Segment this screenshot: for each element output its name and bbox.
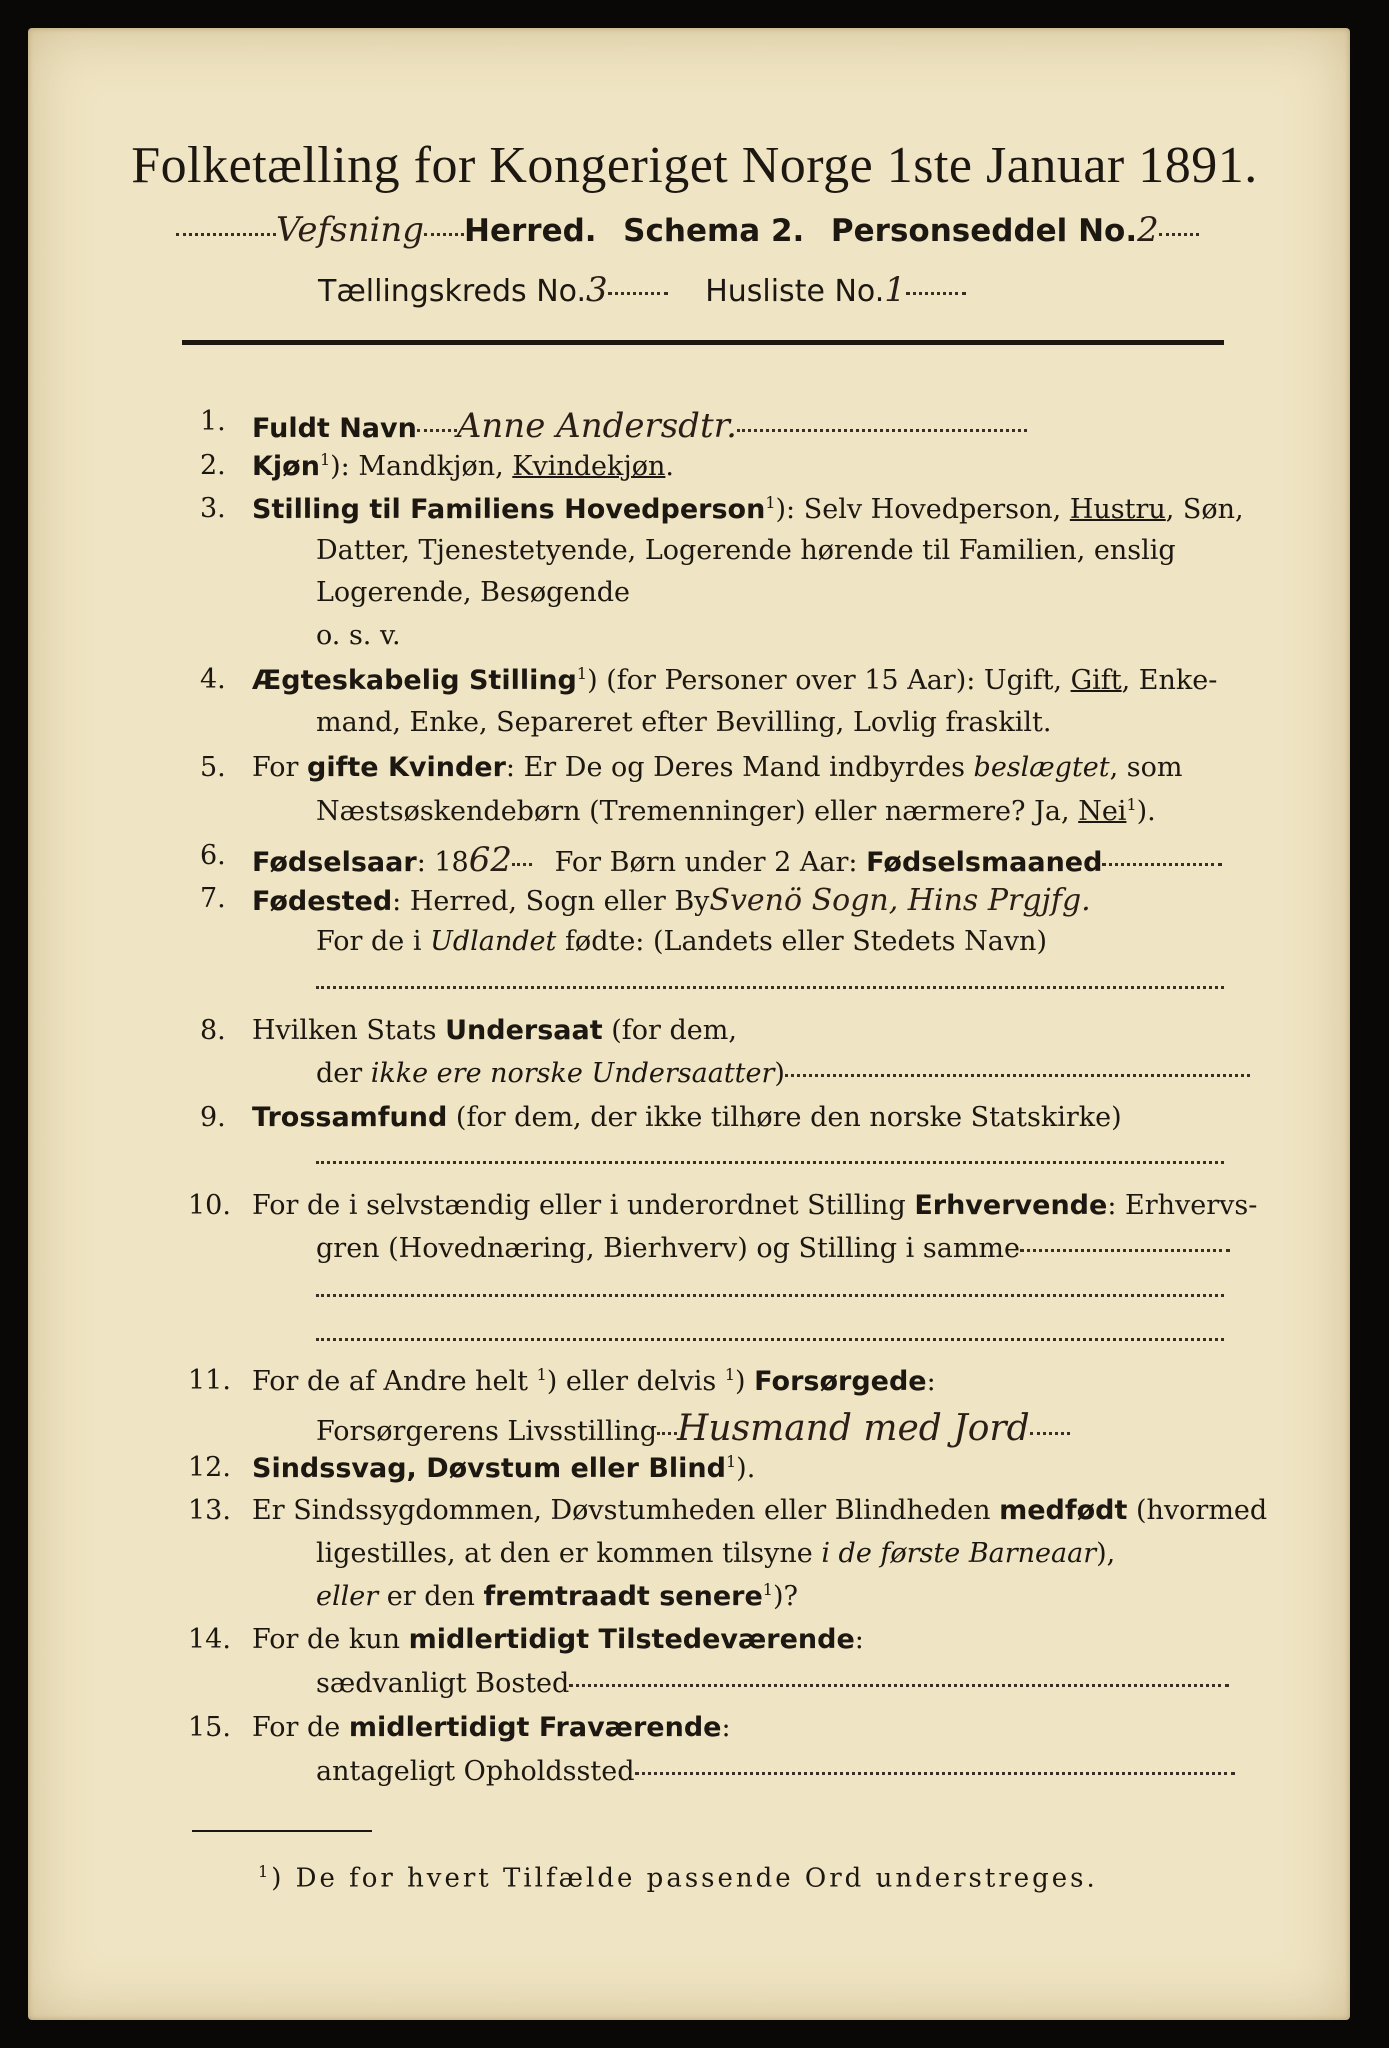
q2-line xyxy=(252,450,674,482)
q8-text-a: Hvilken Stats xyxy=(252,1015,446,1046)
q5-line1 xyxy=(252,752,1183,783)
q9-number: 9. xyxy=(200,1102,226,1133)
q3-text-b: , Søn, xyxy=(1165,494,1244,525)
q5-label: gifte Kvinder xyxy=(307,752,506,783)
q1-line xyxy=(252,406,1027,446)
q11-label: Forsørgede xyxy=(754,1366,927,1397)
q4-label: Ægteskabelig Stilling xyxy=(252,665,577,696)
q10-line2 xyxy=(316,1233,1230,1264)
q7-line1 xyxy=(252,883,1091,918)
q10-text-a: For de i selvstændig eller i underordnet Stilling xyxy=(252,1190,915,1221)
herred-value: Vefsning xyxy=(276,210,425,250)
q11-number: 11. xyxy=(188,1365,231,1396)
q7-number: 7. xyxy=(200,883,226,914)
q6-number: 6. xyxy=(200,840,226,871)
q12-number: 12. xyxy=(188,1452,231,1483)
q15-text-b: : xyxy=(721,1712,731,1743)
q6-label2: Fødselsmaaned xyxy=(866,847,1103,878)
q4-text-a: ) (for Personer over 15 Aar): Ugift, xyxy=(587,665,1071,696)
q8-number: 8. xyxy=(200,1015,226,1046)
q4-selected-option: Gift xyxy=(1070,665,1122,696)
q14-line1 xyxy=(252,1624,864,1655)
q5-italic: beslægtet xyxy=(973,752,1110,783)
q2-text-a: ): Mandkjøn, xyxy=(330,451,513,482)
q4-line2: mand, Enke, Separeret efter Bevilling, Lovlig fraskilt. xyxy=(316,707,1052,738)
q8-line1 xyxy=(252,1015,737,1046)
footnote xyxy=(258,1862,1098,1894)
q13-label2: fremtraadt senere xyxy=(483,1581,763,1612)
q4-line1 xyxy=(252,664,1217,696)
q9-line1 xyxy=(252,1102,1122,1133)
kreds-value: 3 xyxy=(586,270,608,310)
q3-footnote-mark: 1 xyxy=(765,493,776,512)
q1-value: Anne Andersdtr. xyxy=(456,406,737,446)
q1-number: 1. xyxy=(200,406,226,437)
q5-text-a: For xyxy=(252,752,308,783)
q11-line1 xyxy=(252,1365,936,1397)
q1-label: Fuldt Navn xyxy=(252,413,417,444)
q3-line2: Datter, Tjenestetyende, Logerende hørende til Familien, enslig xyxy=(316,535,1176,566)
q3-line1 xyxy=(252,493,1244,525)
q13-label: medfødt xyxy=(999,1495,1128,1526)
q14-line2-text: sædvanligt Bosted xyxy=(316,1668,570,1699)
header-kreds-line xyxy=(318,270,966,310)
q8-text-b: (for dem, xyxy=(602,1015,737,1046)
q10-line2-text: gren (Hovednæring, Bierhverv) og Stilling i samme xyxy=(316,1233,1021,1264)
q9-blank-line xyxy=(316,1145,1224,1176)
herred-label: Herred. xyxy=(464,213,597,249)
q13-line3c: )? xyxy=(772,1581,798,1612)
q5-line2a: Næstsøskendebørn (Tremenninger) eller nærmere? Ja, xyxy=(316,796,1079,827)
q2-text-b: . xyxy=(665,451,674,482)
q14-line2 xyxy=(316,1668,1229,1699)
q13-text-a: Er Sindssygdommen, Døvstumheden eller Blindheden xyxy=(252,1495,1000,1526)
q11-line2 xyxy=(316,1408,1070,1449)
q11-line2-text: Forsørgerens Livsstilling xyxy=(316,1416,658,1447)
q10-blank-line1 xyxy=(316,1278,1224,1309)
q7-blank-line xyxy=(316,970,1224,1001)
q13-footnote-mark: 1 xyxy=(762,1580,773,1599)
q3-selected-option: Hustru xyxy=(1069,494,1166,525)
q6-text-b: For Børn under 2 Aar: xyxy=(554,847,867,878)
q8-line2 xyxy=(316,1058,1250,1089)
q5-selected-option: Nei xyxy=(1078,796,1127,827)
q12-label: Sindssvag, Døvstum eller Blind xyxy=(252,1453,726,1484)
q4-text-b: , Enke- xyxy=(1121,665,1218,696)
q7-text-a: : Herred, Sogn eller By xyxy=(392,886,710,917)
footnote-text: ) De for hvert Tilfælde passende Ord understreges. xyxy=(271,1863,1098,1894)
q15-label: midlertidigt Fraværende xyxy=(348,1712,722,1743)
q6-line xyxy=(252,840,1222,880)
q8-italic: ikke ere norske Undersaatter xyxy=(370,1058,775,1089)
q3-label: Stilling til Familiens Hovedperson xyxy=(252,494,766,525)
q11-text-b: ) eller delvis xyxy=(546,1366,725,1397)
kreds-label: Tællingskreds No. xyxy=(318,274,586,309)
q8-line2b: ) xyxy=(774,1058,785,1089)
q3-text-a: ): Selv Hovedperson, xyxy=(775,494,1070,525)
q13-line2 xyxy=(316,1538,1115,1569)
q13-line3a: eller xyxy=(316,1581,379,1612)
footnote-mark: 1 xyxy=(258,1862,272,1881)
q12-footnote-mark: 1 xyxy=(725,1452,737,1471)
q11-value: Husmand med Jord xyxy=(677,1408,1030,1449)
q7-value: Svenö Sogn, Hins Prgjfg. xyxy=(709,883,1091,918)
q8-label: Undersaat xyxy=(445,1015,603,1046)
q14-text-a: For de kun xyxy=(252,1624,409,1655)
q15-line1 xyxy=(252,1712,731,1743)
q2-selected-option: Kvindekjøn xyxy=(512,451,666,482)
q11-text-d: : xyxy=(926,1366,936,1397)
q13-text-b: (hvormed xyxy=(1127,1495,1268,1526)
q5-text-c: , som xyxy=(1109,752,1183,783)
q2-footnote-mark: 1 xyxy=(319,450,331,469)
q7-line2a: For de i xyxy=(316,926,431,957)
q10-blank-line2 xyxy=(316,1322,1224,1353)
q5-line2 xyxy=(316,795,1156,827)
q4-number: 4. xyxy=(200,664,226,695)
q12-line xyxy=(252,1452,755,1484)
q6-label: Fødselsaar xyxy=(252,847,417,878)
q5-footnote-mark: 1 xyxy=(1126,795,1137,814)
q13-line3 xyxy=(316,1580,798,1612)
personseddel-label: Personseddel No. xyxy=(830,213,1138,249)
q5-number: 5. xyxy=(200,752,226,783)
q7-line2 xyxy=(316,926,1047,957)
q11-footnote-mark-1: 1 xyxy=(536,1365,547,1384)
q11-footnote-mark-2: 1 xyxy=(724,1365,736,1384)
q5-text-b: : Er De og Deres Mand indbyrdes xyxy=(505,752,974,783)
q9-text-a: (for dem, der ikke tilhøre den norske Statskirke) xyxy=(447,1102,1122,1133)
q13-number: 13. xyxy=(188,1495,231,1526)
q11-text-a: For de af Andre helt xyxy=(252,1366,537,1397)
q8-line2a: der xyxy=(316,1058,371,1089)
q6-text-a: : 18 xyxy=(416,847,469,878)
q14-label: midlertidigt Tilstedeværende xyxy=(408,1624,855,1655)
husliste-label: Husliste No. xyxy=(705,274,885,309)
q11-text-c: ) xyxy=(735,1366,755,1397)
q15-line2 xyxy=(316,1756,1235,1787)
header-divider xyxy=(182,340,1224,345)
footnote-divider xyxy=(192,1830,372,1832)
q4-footnote-mark: 1 xyxy=(576,664,588,683)
q13-line1 xyxy=(252,1495,1267,1526)
q15-line2-text: antageligt Opholdssted xyxy=(316,1756,635,1787)
schema-label: Schema 2. xyxy=(623,213,805,249)
q3-line4: o. s. v. xyxy=(316,620,401,651)
q7-label: Fødested xyxy=(252,886,393,917)
q3-line3: Logerende, Besøgende xyxy=(316,577,630,608)
form-title: Folketælling for Kongeriget Norge 1ste Januar 1891. xyxy=(131,137,1258,194)
q5-line2c: ). xyxy=(1136,796,1156,827)
q7-italic: Udlandet xyxy=(430,926,557,957)
q3-number: 3. xyxy=(200,493,226,524)
q13-line2a: ligestilles, at den er kommen tilsyne xyxy=(316,1538,822,1569)
q2-label: Kjøn xyxy=(252,451,320,482)
q2-number: 2. xyxy=(200,450,226,481)
q13-line3b: er den xyxy=(378,1581,484,1612)
q10-number: 10. xyxy=(188,1190,231,1221)
q15-text-a: For de xyxy=(252,1712,349,1743)
header-herred-line xyxy=(176,210,1199,250)
q10-text-b: : Erhvervs- xyxy=(1107,1190,1258,1221)
q13-italic: i de første Barneaar xyxy=(821,1538,1097,1569)
q12-text-a: ). xyxy=(736,1453,756,1484)
q15-number: 15. xyxy=(188,1712,231,1743)
q10-line1 xyxy=(252,1190,1257,1221)
q7-line2b: fødte: (Landets eller Stedets Navn) xyxy=(556,926,1047,957)
q13-line2b: ), xyxy=(1096,1538,1116,1569)
q14-text-b: : xyxy=(854,1624,864,1655)
q6-value: 62 xyxy=(468,840,513,880)
husliste-value: 1 xyxy=(884,270,906,310)
q14-number: 14. xyxy=(188,1624,231,1655)
q10-label: Erhvervende xyxy=(914,1190,1108,1221)
personseddel-value: 2 xyxy=(1137,210,1159,250)
q9-label: Trossamfund xyxy=(252,1102,448,1133)
